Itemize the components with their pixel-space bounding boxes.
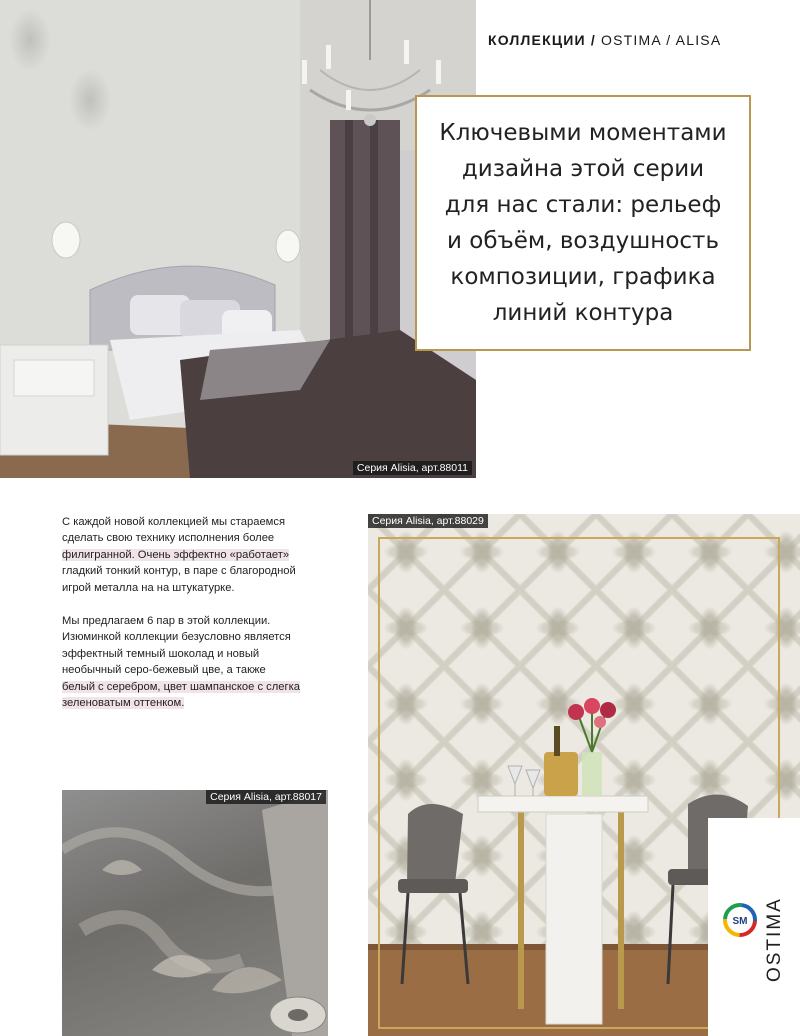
quote-line: для нас стали: рельеф: [444, 192, 722, 218]
text-line: эффектный темный шоколад и новый: [62, 647, 260, 660]
quote-line: дизайна этой серии: [461, 156, 705, 182]
dining-caption: Серия Alisia, арт.88029: [368, 514, 488, 528]
texture-photo: [62, 790, 328, 1036]
text-line: Мы предлагаем 6 пар в этой коллекции.: [62, 615, 271, 627]
bedroom-scene: [0, 0, 476, 478]
quote-line: и объём, воздушность: [446, 228, 719, 254]
highlighted-text: зеленоватым оттенком.: [62, 697, 185, 710]
text-line: С каждой новой коллекцией мы стараемся: [62, 516, 286, 528]
ostima-logo-card: [708, 818, 800, 1036]
collection-paragraph: [62, 613, 324, 711]
text-line: игрой металла на на штукатурке.: [62, 581, 235, 594]
quote-line: композиции, графика: [450, 264, 716, 290]
bedroom-caption: Серия Alisia, арт.88011: [353, 461, 472, 475]
breadcrumb-separator: /: [666, 32, 672, 48]
breadcrumb-brand[interactable]: OSTIMA: [601, 32, 662, 48]
intro-paragraph: [62, 514, 324, 596]
quote-box: [415, 95, 751, 351]
text-line: сделать свою технику исполнения более: [62, 532, 275, 545]
bedroom-photo: [0, 0, 476, 478]
text-line: гладкий тонкий контур, в паре с благородной: [62, 565, 296, 578]
breadcrumb: [488, 32, 721, 48]
text-line: необычный серо-бежевый цве, а также: [62, 664, 266, 677]
breadcrumb-collection: ALISA: [675, 32, 722, 48]
quote-line: линий контура: [492, 300, 674, 326]
quote-line: Ключевыми моментами: [439, 120, 727, 146]
logo-wordmark: OSTIMA: [764, 897, 785, 982]
text-line: Изюминкой коллекции безусловно является: [62, 631, 291, 644]
highlighted-text: белый с серебром, цвет шампанское с слегка: [62, 680, 300, 693]
text-line: [62, 547, 324, 563]
texture-caption: Серия Alisia, арт.88017: [206, 790, 326, 804]
sm-logo-icon: [722, 902, 758, 938]
quote-text: [439, 115, 726, 331]
highlighted-text: филигранной. Очень эффектно «работает»: [62, 548, 290, 561]
breadcrumb-section[interactable]: КОЛЛЕКЦИИ /: [488, 32, 596, 48]
text-line: [62, 695, 324, 711]
text-line: [62, 679, 324, 695]
logo-mark-text: SM: [732, 916, 748, 927]
texture-scene: [62, 790, 328, 1036]
